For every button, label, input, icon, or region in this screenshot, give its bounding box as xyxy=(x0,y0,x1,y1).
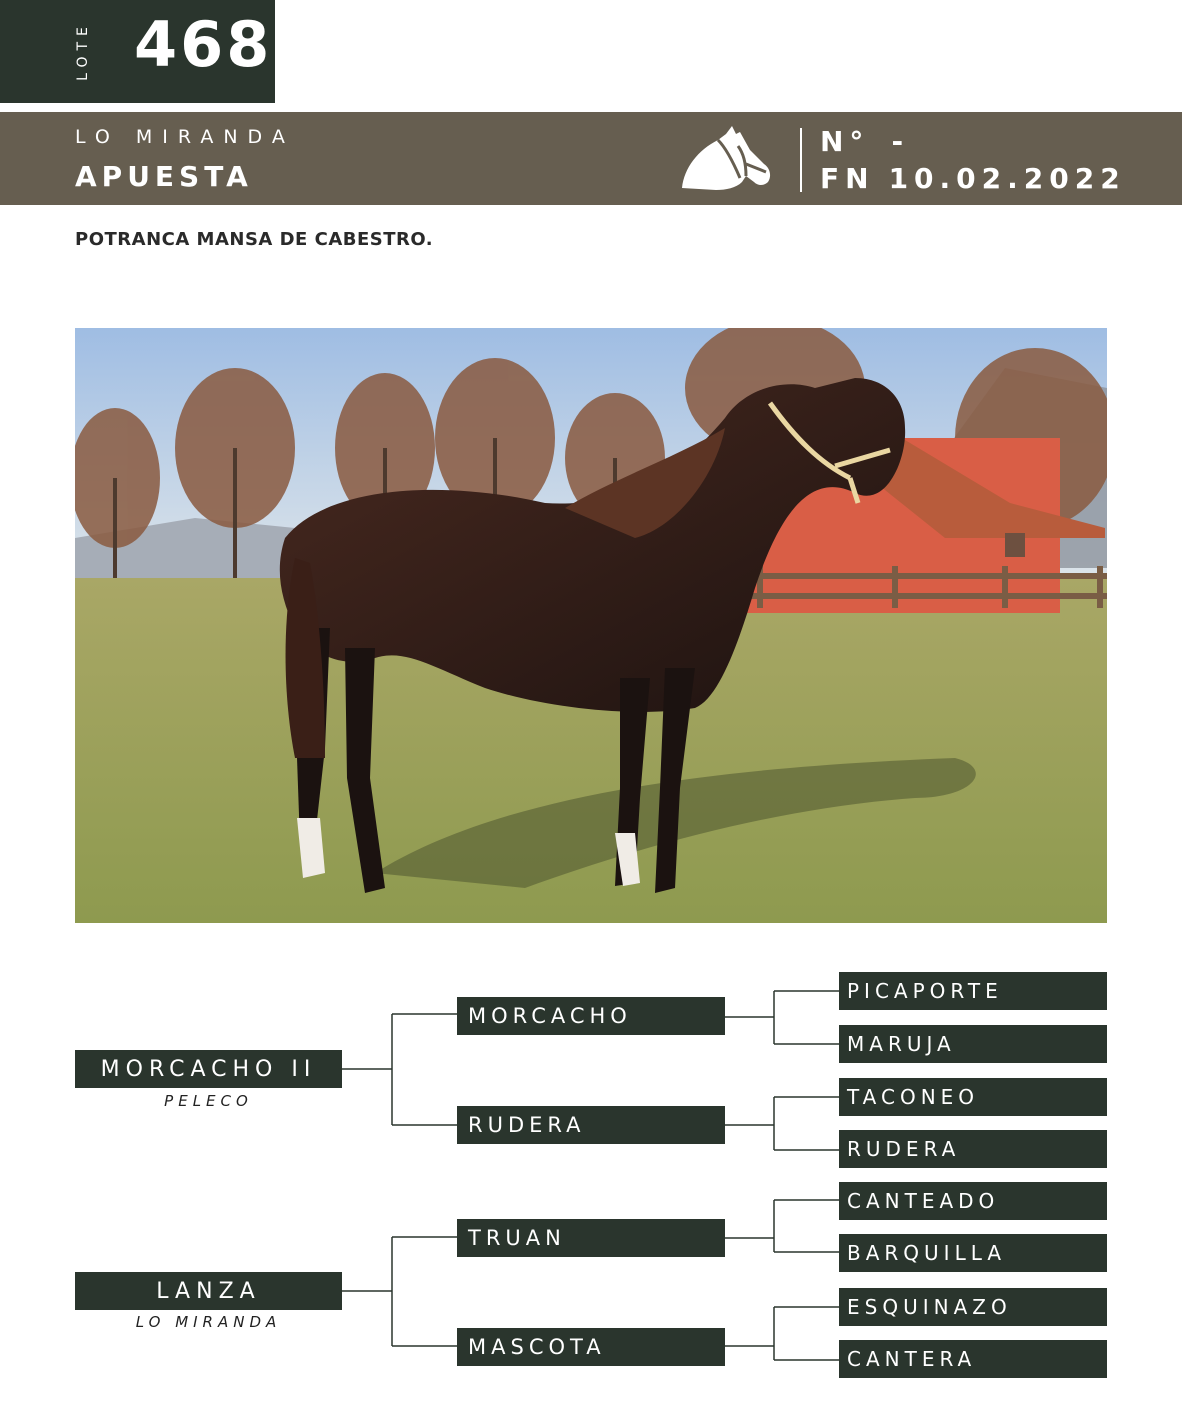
birth-date: 10.02.2022 xyxy=(888,162,1126,195)
great-grandparent-name: BARQUILLA xyxy=(847,1241,1007,1265)
sire-name: MORCACHO II xyxy=(100,1056,317,1082)
great-grandparent-box xyxy=(839,1025,1107,1063)
lot-label: LOTE xyxy=(75,21,91,81)
lot-number: 468 xyxy=(134,8,273,81)
great-grandparent-box xyxy=(839,1130,1107,1168)
grandparent-box xyxy=(457,1328,725,1366)
grandparent-name: MORCACHO xyxy=(468,1004,632,1028)
great-grandparent-name: RUDERA xyxy=(847,1137,961,1161)
horse-description: POTRANCA MANSA DE CABESTRO. xyxy=(75,229,434,250)
great-grandparent-box xyxy=(839,1182,1107,1220)
great-grandparent-name: PICAPORTE xyxy=(847,979,1003,1003)
sire-box xyxy=(75,1050,342,1088)
dam-name: LANZA xyxy=(156,1278,261,1304)
breeder-name: LO MIRANDA xyxy=(75,126,295,148)
birth-date-label: FN xyxy=(820,162,875,195)
great-grandparent-name: TACONEO xyxy=(847,1085,980,1109)
dam-box xyxy=(75,1272,342,1310)
grandparent-name: MASCOTA xyxy=(468,1335,606,1359)
great-grandparent-box xyxy=(839,1288,1107,1326)
grandparent-box xyxy=(457,1106,725,1144)
horse-name: APUESTA xyxy=(75,160,253,193)
great-grandparent-box xyxy=(839,1078,1107,1116)
sire-breeder: PELECO xyxy=(164,1092,253,1110)
registration-value: - xyxy=(891,125,910,158)
great-grandparent-box xyxy=(839,1234,1107,1272)
great-grandparent-name: CANTERA xyxy=(847,1347,977,1371)
great-grandparent-name: ESQUINAZO xyxy=(847,1295,1012,1319)
grandparent-box xyxy=(457,1219,725,1257)
grandparent-box xyxy=(457,997,725,1035)
dam-breeder: LO MIRANDA xyxy=(135,1313,282,1331)
grandparent-name: TRUAN xyxy=(468,1226,566,1250)
grandparent-name: RUDERA xyxy=(468,1113,586,1137)
registration-label: N° xyxy=(820,125,870,158)
great-grandparent-box xyxy=(839,972,1107,1010)
great-grandparent-name: CANTEADO xyxy=(847,1189,1000,1213)
great-grandparent-box xyxy=(839,1340,1107,1378)
great-grandparent-name: MARUJA xyxy=(847,1032,956,1056)
